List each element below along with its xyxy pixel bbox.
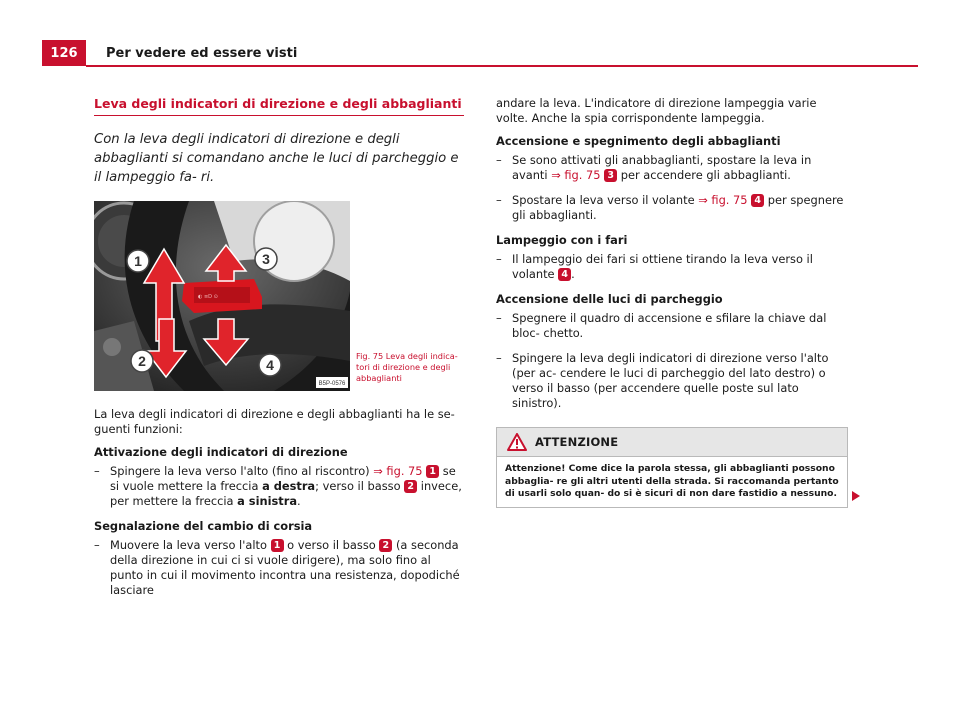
- section-title: Leva degli indicatori di direzione e degli abbaglianti: [94, 96, 464, 116]
- svg-text:4: 4: [266, 357, 274, 373]
- left-column: [94, 96, 464, 608]
- continued-text: andare la leva. L'indicatore di direzione lampeggia varie volte. Anche la spia corrispondente lampeggia.: [496, 96, 817, 125]
- section-intro: Con la leva degli indicatori di direzione e degli abbaglianti si comandano anche le luci di parcheggio e il lampeggio fa- ri.: [94, 132, 459, 185]
- fig-ref[interactable]: ⇒ fig. 75: [551, 168, 601, 182]
- callout-4: [259, 354, 281, 376]
- figure-caption: Fig. 75 Leva degli indica- tori di direzione e degli abbaglianti: [356, 351, 458, 383]
- callout-ref-4: 4: [751, 194, 764, 207]
- figure-code: B5P-0576: [318, 381, 346, 387]
- callout-3: [255, 248, 277, 270]
- heading-lane-change: Segnalazione del cambio di corsia: [94, 519, 313, 533]
- callout-ref-4: 4: [558, 268, 571, 281]
- callout-2: [131, 350, 153, 372]
- bullet-parking-lever: – Spingere la leva degli indicatori di direzione verso l'alto (per ac- cendere le luci di parcheggio del lato destro) o verso il basso (per accendere quelle poste sul lato sinistro).: [496, 351, 829, 410]
- bullet-indicators: – Spingere la leva verso l'alto (fino al riscontro) ⇒ fig. 75 1 se si vuole mettere la freccia a destra; verso il basso 2 invece, per mettere la freccia a sinistra.: [94, 464, 462, 508]
- page-number: 126: [42, 40, 86, 66]
- bullet-lane-change: – Muovere la leva verso l'alto 1 o verso il basso 2 (a seconda della direzione in cui ci si vuole dirigere), ma solo fino al punto in cui il movimento incontra una resistenza, dopodiché lasciare: [94, 538, 460, 597]
- figure-image: [94, 201, 350, 391]
- heading-indicators: Attivazione degli indicatori di direzione: [94, 445, 348, 459]
- chapter-title: Per vedere ed essere visti: [106, 46, 298, 61]
- callout-ref-3: 3: [604, 169, 617, 182]
- callout-ref-1: 1: [426, 465, 439, 478]
- svg-text:3: 3: [262, 251, 270, 267]
- warning-header: [497, 428, 847, 457]
- svg-text:2: 2: [138, 353, 146, 369]
- svg-text:1: 1: [134, 253, 142, 269]
- continue-arrow-icon: [852, 491, 860, 501]
- warning-triangle-icon: [507, 433, 527, 451]
- callout-ref-1: 1: [271, 539, 284, 552]
- heading-high-beam: Accensione e spegnimento degli abbaglianti: [496, 134, 781, 148]
- callout-ref-2: 2: [379, 539, 392, 552]
- bullet-high-beam-on: – Se sono attivati gli anabbaglianti, spostare la leva in avanti ⇒ fig. 75 3 per accendere gli abbaglianti.: [496, 153, 812, 182]
- lever-illustration: [94, 201, 350, 391]
- functions-intro: La leva degli indicatori di direzione e degli abbaglianti ha le se- guenti funzioni:: [94, 407, 455, 436]
- bullet-flash: – Il lampeggio dei fari si ottiene tirando la leva verso il volante 4 .: [496, 252, 813, 281]
- fig-ref[interactable]: ⇒ fig. 75: [373, 464, 423, 478]
- warning-box: [496, 427, 848, 508]
- header-rule: [86, 65, 918, 67]
- bullet-ignition-off: – Spegnere il quadro di accensione e sfilare la chiave dal bloc- chetto.: [496, 311, 827, 340]
- fig-ref[interactable]: ⇒ fig. 75: [698, 193, 748, 207]
- warning-text: Attenzione! Come dice la parola stessa, gli abbaglianti possono abbaglia- re gli altri utenti della strada. Si raccomanda pertanto di usarli solo quan- do si è sicuri di non dare fastidio a nessuno.: [505, 463, 839, 499]
- heading-parking-lights: Accensione delle luci di parcheggio: [496, 292, 723, 306]
- bullet-high-beam-off: – Spostare la leva verso il volante ⇒ fig. 75 4 per spegnere gli abbaglianti.: [496, 193, 844, 222]
- heading-flash: Lampeggio con i fari: [496, 233, 628, 247]
- right-column: [496, 96, 848, 508]
- callout-ref-2: 2: [404, 480, 417, 493]
- callout-1: [127, 250, 149, 272]
- figure-75: [94, 201, 464, 391]
- svg-text:◐ ≡D ⊙: ◐ ≡D ⊙: [198, 294, 218, 300]
- warning-label: ATTENZIONE: [535, 435, 619, 449]
